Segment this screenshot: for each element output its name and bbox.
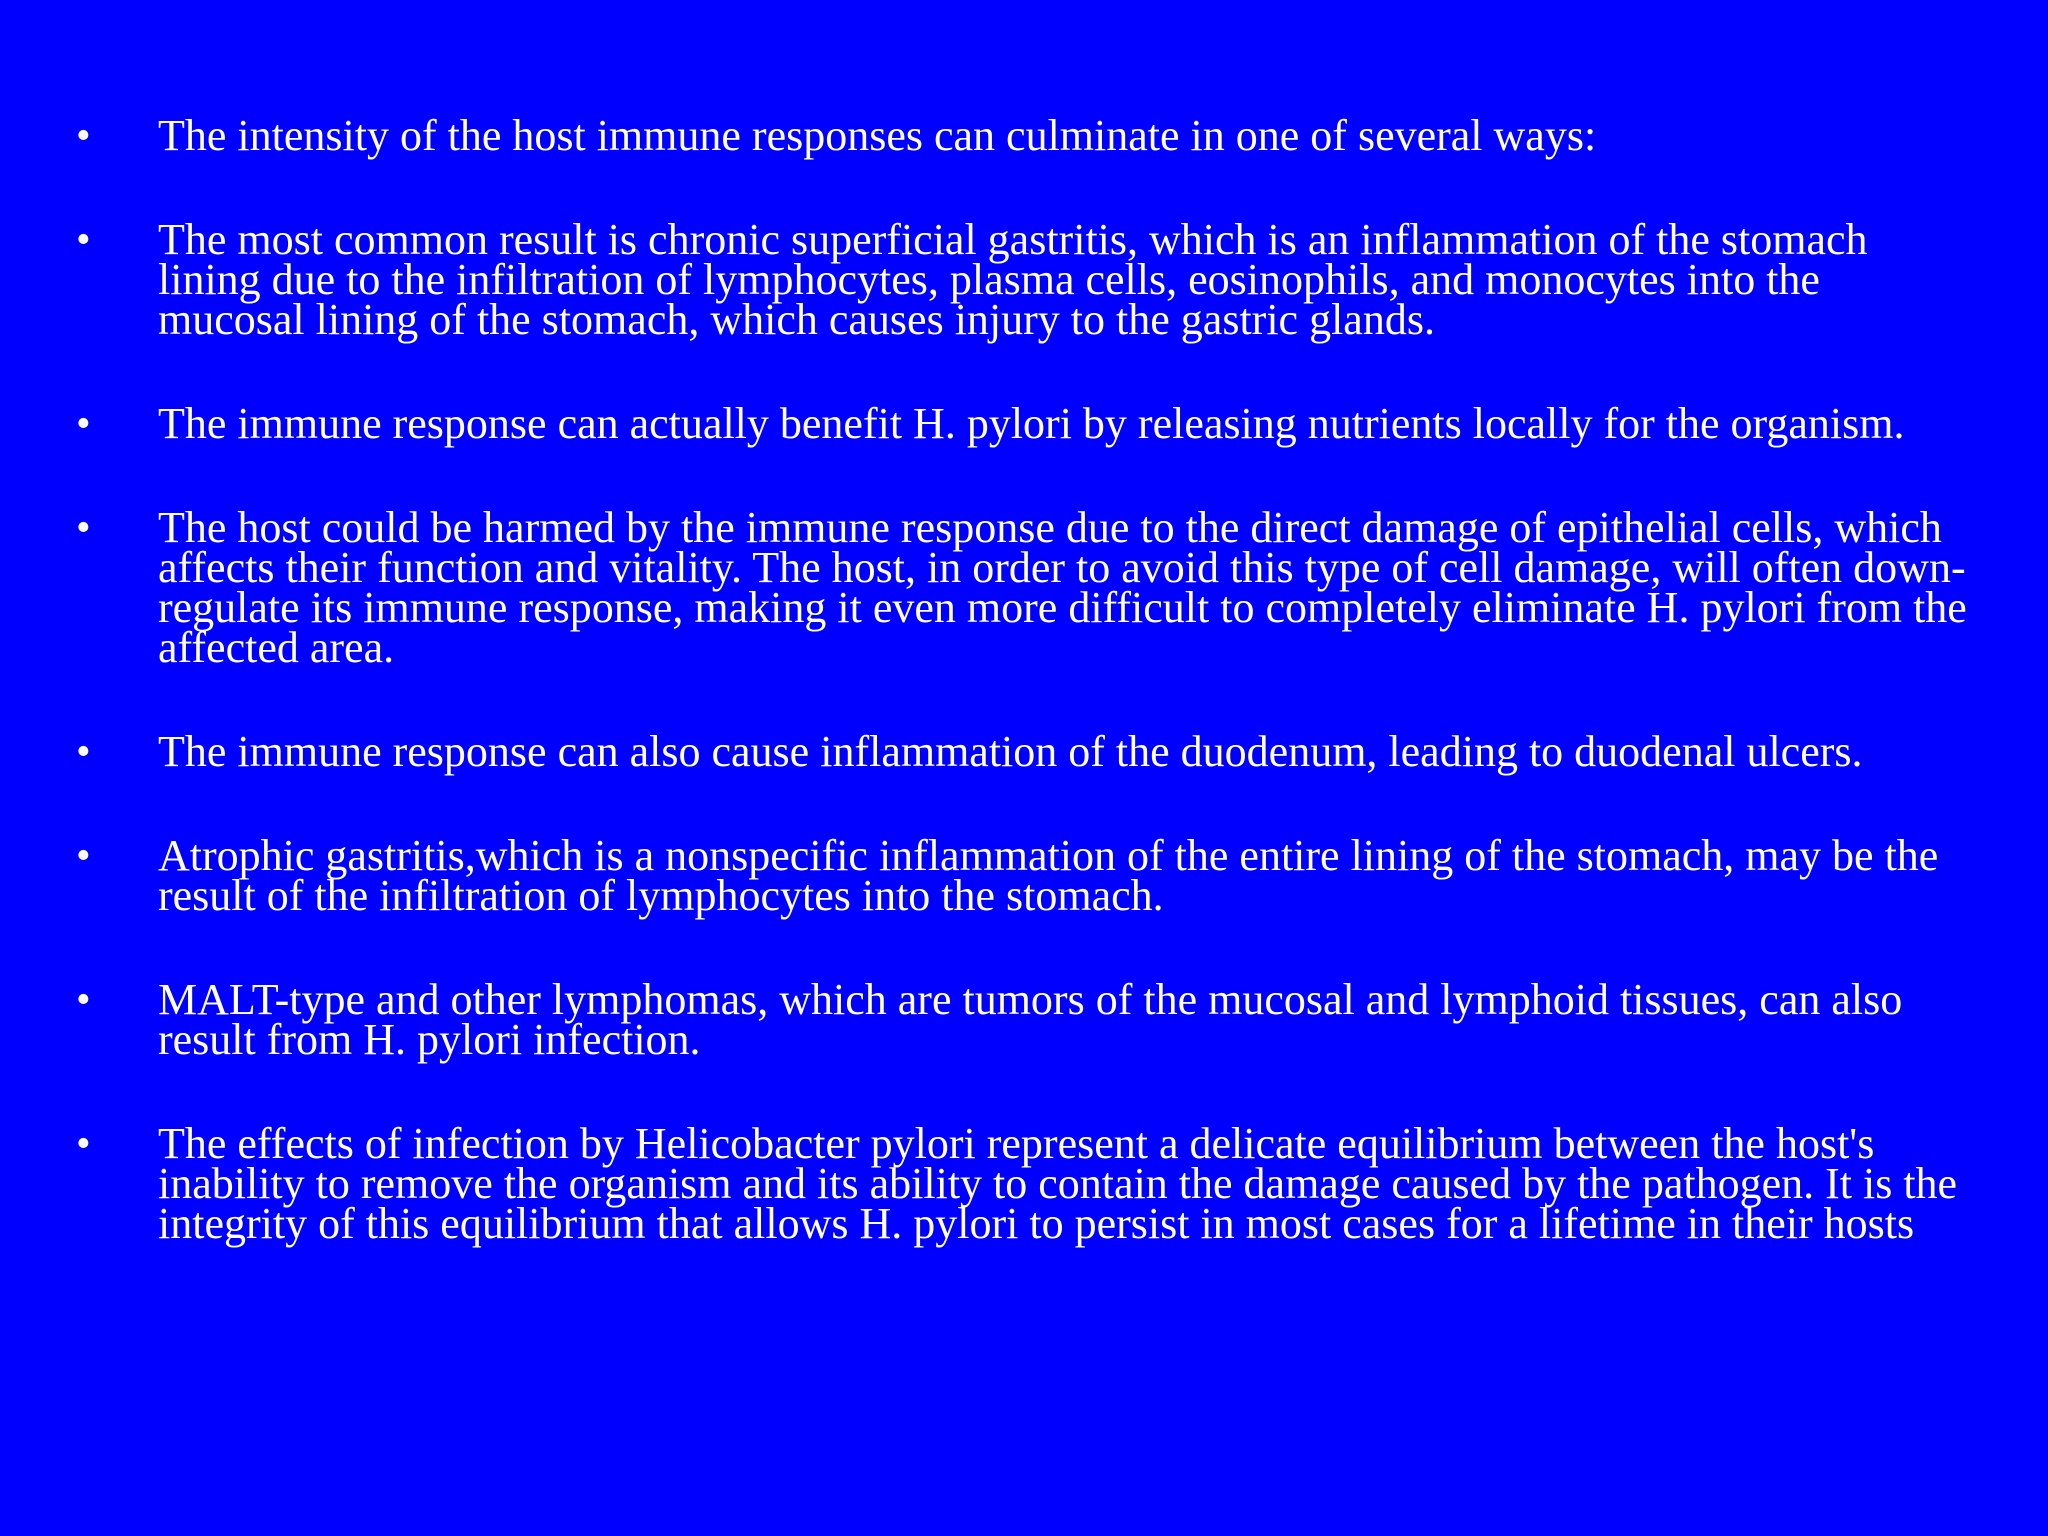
bullet-item	[72, 111, 1972, 160]
bullet-text: MALT-type and other lymphomas, which are tumors of the mucosal and lymphoid tissues, can also result from H. pylori infection.	[158, 975, 1903, 1064]
bullet-icon: •	[76, 977, 91, 1023]
bullet-item	[72, 727, 1972, 776]
bullet-item	[72, 399, 1972, 448]
bullet-text: The effects of infection by Helicobacter pylori represent a delicate equilibrium between the host's inability to remove the organism and its ability to contain the damage caused by the pathogen. It is the integrity of this equilibrium that allows H. pylori to persist in most cases for a lifetime in their hosts	[158, 1119, 1958, 1248]
bullet-icon: •	[76, 505, 91, 551]
bullet-icon: •	[76, 113, 91, 159]
bullet-text: The immune response can also cause inflammation of the duodenum, leading to duodenal ulcers.	[158, 727, 1863, 776]
bullet-icon: •	[76, 729, 91, 775]
bullet-item	[72, 503, 1972, 672]
bullet-item	[72, 215, 1972, 344]
bullet-text: The intensity of the host immune responses can culminate in one of several ways:	[158, 111, 1597, 160]
bullet-icon: •	[76, 401, 91, 447]
bullet-icon: •	[76, 217, 91, 263]
bullet-icon: •	[76, 1121, 91, 1167]
bullet-item	[72, 975, 1972, 1064]
bullet-list	[72, 111, 1972, 1308]
bullet-text: Atrophic gastritis,which is a nonspecific inflammation of the entire lining of the stomach, may be the result of the infiltration of lymphocytes into the stomach.	[158, 831, 1939, 920]
bullet-text: The immune response can actually benefit H. pylori by releasing nutrients locally for the organism.	[158, 399, 1905, 448]
bullet-text: The most common result is chronic superficial gastritis, which is an inflammation of the stomach lining due to the infiltration of lymphocytes, plasma cells, eosinophils, and monocytes into the mucosal lining of the stomach, which causes injury to the gastric glands.	[158, 215, 1868, 344]
bullet-item	[72, 831, 1972, 920]
bullet-icon: •	[76, 833, 91, 879]
bullet-text: The host could be harmed by the immune response due to the direct damage of epithelial cells, which affects their function and vitality. The host, in order to avoid this type of cell damage, will often down-regulate its immune response, making it even more difficult to completely eliminate H. pylori from the affected area.	[158, 503, 1967, 672]
bullet-item	[72, 1119, 1972, 1248]
